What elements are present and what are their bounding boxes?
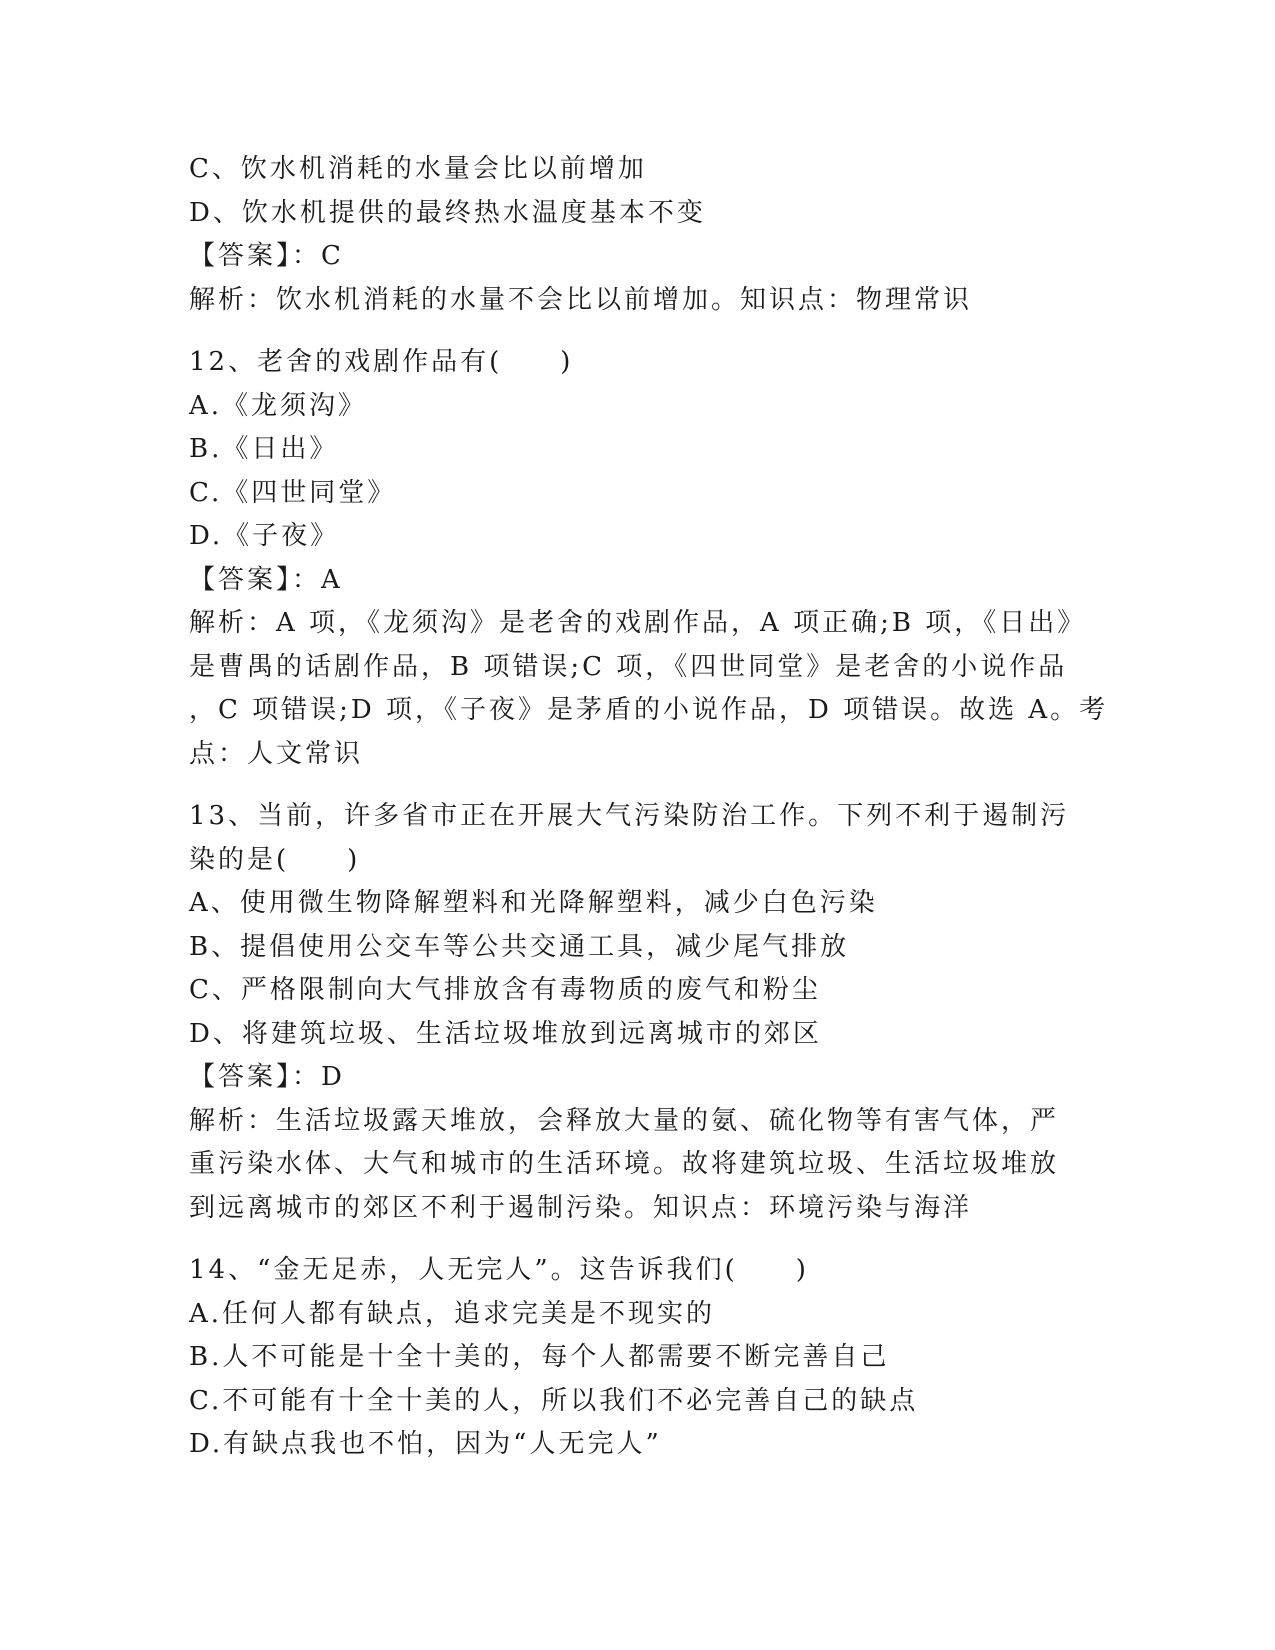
q11-option-c: C、饮水机消耗的水量会比以前增加 <box>189 154 647 184</box>
q11-answer: 【答案】：C <box>189 241 344 271</box>
q12-analysis-line: 点：人文常识 <box>189 738 364 769</box>
document-page <box>189 148 1109 1467</box>
q12-question: 12、老舍的戏剧作品有( ) <box>189 347 574 377</box>
q14-option-a: A.任何人都有缺点，追求完美是不现实的 <box>189 1298 716 1329</box>
spacer <box>189 776 1089 795</box>
spacer <box>189 322 1089 341</box>
q13-option-b: B、提倡使用公交车等公共交通工具，减少尾气排放 <box>189 931 850 962</box>
q11-analysis: 解析：饮水机消耗的水量不会比以前增加。知识点：物理常识 <box>189 284 973 315</box>
spacer <box>189 1230 1089 1249</box>
q12-analysis-line: 是曹禺的话剧作品，B 项错误;C 项，《四世同堂》是老舍的小说作品 <box>189 651 1068 682</box>
q12-analysis-line: ，C 项错误;D 项，《子夜》是茅盾的小说作品，D 项错误。故选 A。考 <box>189 695 1109 725</box>
q12-analysis-line: 解析：A 项，《龙须沟》是老舍的戏剧作品，A 项正确;B 项，《日出》 <box>189 608 1087 638</box>
q12-option-b: B.《日出》 <box>189 434 339 464</box>
q13-option-c: C、严格限制向大气排放含有毒物质的废气和粉尘 <box>189 975 821 1005</box>
q13-question-line: 染的是( ) <box>189 844 361 875</box>
q14-option-b: B.人不可能是十全十美的，每个人都需要不断完善自己 <box>189 1342 890 1372</box>
q13-option-d: D、将建筑垃圾、生活垃圾堆放到远离城市的郊区 <box>189 1018 822 1049</box>
q12-option-a: A.《龙须沟》 <box>189 390 368 421</box>
q13-option-a: A、使用微生物降解塑料和光降解塑料，减少白色污染 <box>189 888 878 918</box>
q12-answer: 【答案】：A <box>189 564 343 595</box>
q14-question: 14、“金无足赤，人无完人”。这告诉我们( ) <box>189 1255 809 1285</box>
q13-analysis-line: 重污染水体、大气和城市的生活环境。故将建筑垃圾、生活垃圾堆放 <box>189 1149 1060 1179</box>
q13-analysis-line: 解析：生活垃圾露天堆放，会释放大量的氨、硫化物等有害气体，严 <box>189 1105 1060 1136</box>
q13-analysis-line: 到远离城市的郊区不利于遏制污染。知识点：环境污染与海洋 <box>189 1192 973 1223</box>
q13-question-line: 13、当前，许多省市正在开展大气污染防治工作。下列不利于遏制污 <box>189 801 1070 831</box>
q12-option-d: D.《子夜》 <box>189 521 340 551</box>
q14-option-d: D.有缺点我也不怕，因为“人无完人” <box>189 1429 662 1459</box>
q13-answer: 【答案】：D <box>189 1062 345 1092</box>
q11-option-d: D、饮水机提供的最终热水温度基本不变 <box>189 197 706 228</box>
q14-option-c: C.不可能有十全十美的人，所以我们不必完善自己的缺点 <box>189 1385 919 1416</box>
q12-option-c: C.《四世同堂》 <box>189 477 397 508</box>
